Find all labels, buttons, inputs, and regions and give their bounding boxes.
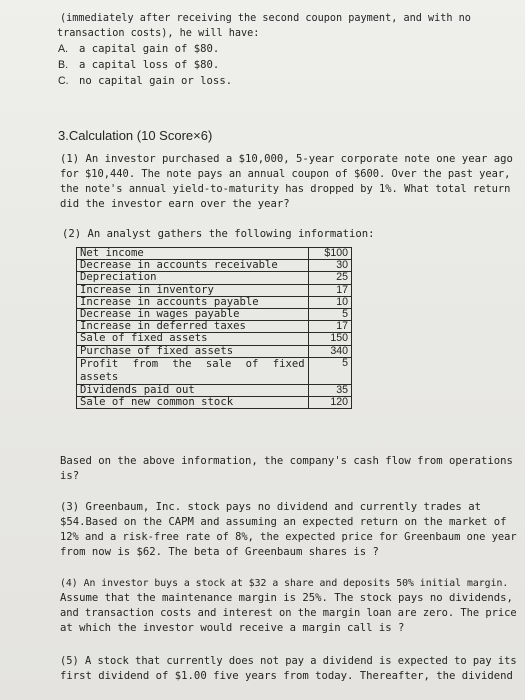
option-letter: A. (58, 43, 69, 55)
table-value: $100 (308, 248, 351, 260)
table-label: Increase in deferred taxes (77, 321, 309, 333)
table-value: 17 (308, 284, 351, 296)
table-value: 150 (308, 333, 351, 345)
table-row (77, 384, 352, 396)
option-text: a capital loss of $80. (79, 59, 220, 71)
question-5-line: (5) A stock that currently does not pay a dividend is expected to pay its (60, 655, 517, 667)
table-row (77, 308, 352, 320)
question-5-line: first dividend of $1.00 five years from today. Thereafter, the dividend (60, 670, 513, 682)
option-text: a capital gain of $80. (79, 43, 220, 55)
question-3-line: 12% and a risk-free rate of 8%, the expected price for Greenbaum one year (60, 531, 517, 543)
table-row (77, 345, 352, 357)
table-label: Sale of fixed assets (77, 333, 309, 345)
table-row (77, 357, 352, 384)
table-value: 120 (308, 396, 351, 408)
text-line: transaction costs), he will have: (57, 28, 260, 39)
table-row (77, 396, 352, 408)
question-4-line: Assume that the maintenance margin is 25%. The stock pays no dividends, (60, 592, 513, 604)
table-row (77, 296, 352, 308)
table-value: 25 (308, 272, 351, 284)
question-4-line: and transaction costs and interest on the margin loan are zero. The price (60, 607, 517, 619)
table-value: 10 (308, 296, 351, 308)
option-text: no capital gain or loss. (79, 75, 233, 87)
table-label: Dividends paid out (77, 384, 309, 396)
table-value: 35 (308, 384, 351, 396)
question-1-line: did the investor earn over the year? (60, 198, 290, 210)
table-label: Increase in inventory (77, 284, 309, 296)
table-value: 5 (308, 357, 351, 384)
cash-flow-table (76, 247, 352, 409)
option-letter: C. (58, 75, 69, 87)
option-letter: B. (58, 59, 69, 71)
question-4-line: at which the investor would receive a margin call is ? (60, 622, 405, 634)
question-1-line: the note's annual yield-to-maturity has dropped by 1%. What total return (60, 183, 511, 195)
question-2-after: Based on the above information, the company's cash flow from operations (60, 455, 513, 467)
table-label: Decrease in accounts receivable (77, 260, 309, 272)
table-label: Sale of new common stock (77, 396, 309, 408)
table-label: Purchase of fixed assets (77, 345, 309, 357)
table-row (77, 248, 352, 260)
question-3-line: from now is $62. The beta of Greenbaum shares is ? (60, 546, 379, 558)
table-row (77, 260, 352, 272)
table-label: Depreciation (77, 272, 309, 284)
question-1-line: (1) An investor purchased a $10,000, 5-year corporate note one year ago (60, 153, 513, 165)
question-3-line: $54.Based on the CAPM and assuming an expected return on the market of (60, 516, 507, 528)
table-value: 30 (308, 260, 351, 272)
table-row (77, 284, 352, 296)
question-1-line: for $10,440. The note pays an annual coupon of $600. Over the past year, (60, 168, 511, 180)
question-2-after: is? (60, 470, 80, 482)
question-4-line: (4) An investor buys a stock at $32 a share and deposits 50% initial margin. (60, 578, 509, 589)
table-label: Profit from the sale of fixed assets (77, 357, 309, 384)
table-value: 340 (308, 345, 351, 357)
table-row (77, 321, 352, 333)
table-label: Decrease in wages payable (77, 308, 309, 320)
table-row (77, 272, 352, 284)
question-2-intro: (2) An analyst gathers the following information: (62, 228, 375, 240)
table-value: 5 (308, 308, 351, 320)
table-label: Net income (77, 248, 309, 260)
text-line: (immediately after receiving the second coupon payment, and with no (60, 13, 471, 24)
table-label: Increase in accounts payable (77, 296, 309, 308)
question-3-line: (3) Greenbaum, Inc. stock pays no dividend and currently trades at (60, 501, 481, 513)
table-row (77, 333, 352, 345)
table-value: 17 (308, 321, 351, 333)
section-title: 3.Calculation (10 Score×6) (58, 128, 213, 143)
